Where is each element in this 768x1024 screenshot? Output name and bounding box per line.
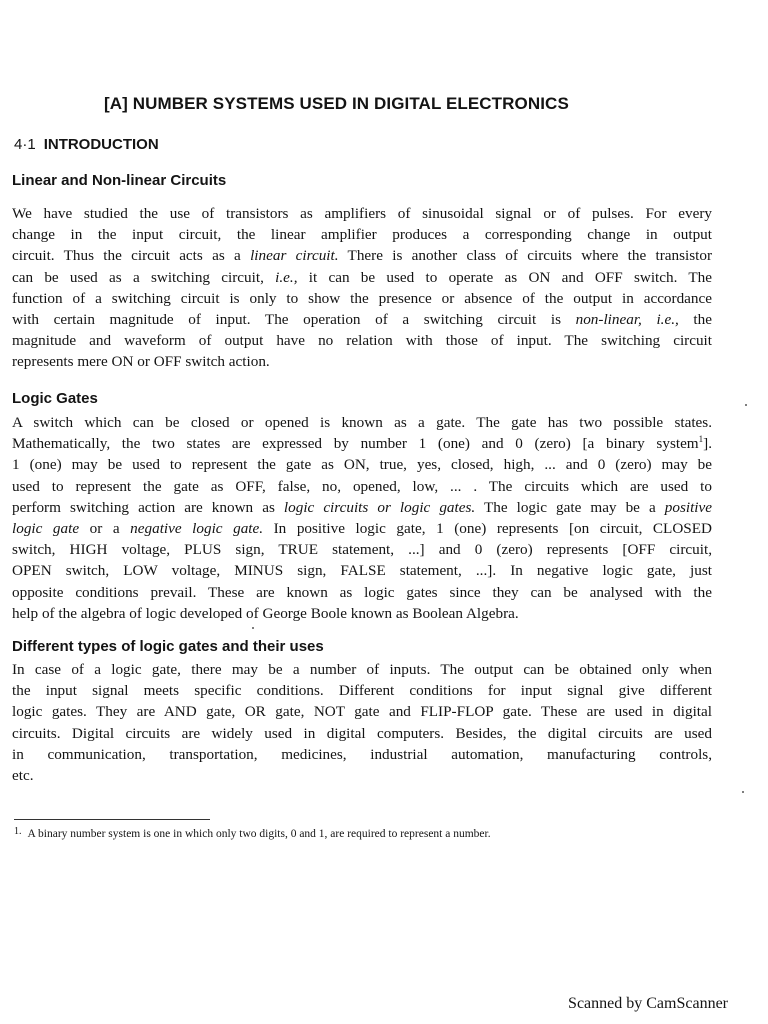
text-line: [12, 518, 712, 539]
text-line: logic gates. They are AND gate, OR gate, NOT gate and FLIP-FLOP gate. These are used in digital: [12, 703, 712, 721]
text-run: Mathematically, the two states are expressed by number 1 (one) and 0 (zero) [a binary system: [12, 435, 699, 453]
italic-term: linear circuit.: [250, 247, 339, 265]
section-heading: [14, 136, 159, 153]
text-line: change in the input circuit, the linear amplifier produces a corresponding change in output: [12, 226, 712, 244]
scan-speck: [745, 404, 747, 406]
italic-term: non-linear, i.e.,: [575, 311, 679, 329]
italic-term: logic circuits or logic gates.: [283, 498, 476, 516]
paragraph-types-of-gates: [12, 659, 712, 786]
text-line: [12, 433, 712, 454]
heading-types-of-gates: Different types of logic gates and their uses: [12, 638, 324, 655]
text-run: the: [678, 311, 712, 329]
text-line: function of a switching circuit is only to show the presence or absence of the output in accordance: [12, 289, 712, 307]
footnote-reference[interactable]: 1: [698, 434, 704, 445]
text-run: circuit. Thus the circuit acts as a: [12, 247, 251, 265]
text-run: The logic gate may be a: [475, 498, 665, 516]
section-title: INTRODUCTION: [43, 136, 159, 153]
text-line: magnitude and waveform of output have no relation with those of input. The switching circuit: [12, 332, 712, 350]
text-line: the input signal meets specific conditions. Different conditions for input signal give different: [12, 682, 712, 700]
text-run: ].: [703, 435, 712, 453]
text-line: We have studied the use of transistors as amplifiers of sinusoidal signal or of pulses. For every: [12, 205, 712, 222]
italic-term: logic gate: [12, 520, 80, 538]
scan-speck: [252, 627, 254, 629]
text-run: it can be used to operate as ON and OFF switch. The: [297, 268, 712, 286]
text-line: In case of a logic gate, there may be a number of inputs. The output can be obtained only when: [12, 661, 712, 678]
scanner-watermark: Scanned by CamScanner: [568, 995, 728, 1012]
text-run: with certain magnitude of input. The operation of a switching circuit is: [12, 311, 576, 329]
scan-speck: [742, 791, 744, 793]
text-line: [12, 497, 712, 518]
text-run: There is another class of circuits where the transistor: [338, 247, 712, 265]
heading-logic-gates: Logic Gates: [12, 390, 98, 407]
paragraph-linear-circuits: [12, 203, 712, 373]
footnote-number: 1.: [14, 826, 22, 837]
footnote: [14, 826, 491, 840]
text-line: in communication, transportation, medicines, industrial automation, manufacturing controls,: [12, 745, 712, 763]
text-line: A switch which can be closed or opened is known as a gate. The gate has two possible states.: [12, 414, 712, 431]
italic-term: positive: [664, 498, 712, 516]
italic-term: negative logic gate.: [130, 520, 264, 538]
text-line: [12, 267, 712, 288]
text-run: or a: [79, 520, 131, 538]
page-title: [A] NUMBER SYSTEMS USED IN DIGITAL ELECTRONICS: [104, 94, 569, 113]
text-run: perform switching action are known as: [12, 498, 284, 516]
text-line: 1 (one) may be used to represent the gate as ON, true, yes, closed, high, ... and 0 (zero) may be: [12, 456, 712, 474]
text-line: used to represent the gate as OFF, false, no, opened, low, ... . The circuits which are used to: [12, 477, 712, 495]
footnote-text: A binary number system is one in which only two digits, 0 and 1, are required to represent a number.: [27, 828, 491, 840]
text-line: [12, 309, 712, 330]
text-run: can be used as a switching circuit,: [12, 268, 276, 286]
text-run: In positive logic gate, 1 (one) represents [on circuit, CLOSED: [263, 520, 712, 538]
text-line: OPEN switch, LOW voltage, MINUS sign, FALSE statement, ...]. In negative logic gate, just: [12, 562, 712, 580]
text-line: switch, HIGH voltage, PLUS sign, TRUE statement, ...] and 0 (zero) represents [OFF circuit,: [12, 541, 712, 559]
paragraph-logic-gates: [12, 412, 712, 624]
section-number: 4·1: [14, 136, 36, 153]
text-line: help of the algebra of logic developed of George Boole known as Boolean Algebra.: [12, 604, 519, 622]
italic-term: i.e.,: [275, 268, 298, 286]
text-line: opposite conditions prevail. These are known as logic gates since they can be analysed with the: [12, 583, 712, 601]
text-line: etc.: [12, 767, 34, 785]
text-line: circuits. Digital circuits are widely used in digital computers. Besides, the digital circuits are used: [12, 724, 712, 742]
footnote-divider: [14, 819, 210, 820]
heading-linear-circuits: Linear and Non-linear Circuits: [12, 172, 227, 189]
text-line: [12, 245, 712, 266]
text-line: represents mere ON or OFF switch action.: [12, 353, 270, 371]
